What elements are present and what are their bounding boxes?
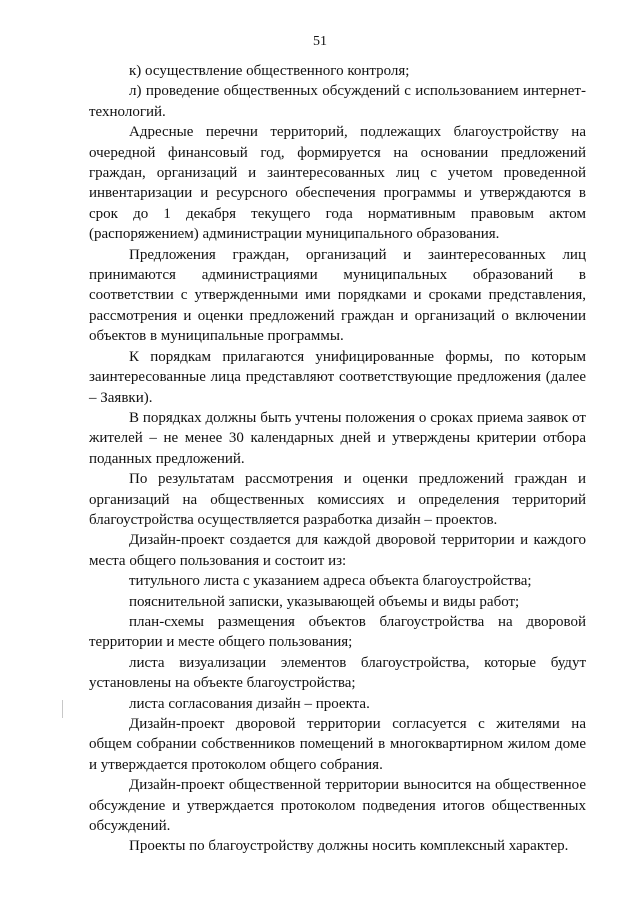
- list-item-approval-sheet: листа согласования дизайн – проекта.: [129, 695, 370, 712]
- paragraph-review-results: По результатам рассмотрения и оценки предложений граждан и организаций на общественных комиссиях и определения территорий благоустройства осуществляется разработка дизайн – проектов.: [89, 471, 586, 528]
- paragraph-forms: К порядкам прилагаются унифицированные формы, по которым заинтересованные лица представляют соответствующие предложения (далее – Заявки).: [89, 348, 586, 406]
- page-number: 51: [313, 34, 327, 49]
- paragraph-deadlines: В порядках должны быть учтены положения о сроках приема заявок от жителей – не менее 30 календарных дней и утверждены критерии отбора поданных предложений.: [89, 409, 586, 467]
- list-item-l: л) проведение общественных обсуждений с использованием интернет-технологий.: [89, 83, 586, 120]
- paragraph-address-lists: Адресные перечни территорий, подлежащих благоустройству на очередной финансовый год, формируется на основании предложений граждан, организаций и заинтересованных лиц с учетом проведенной инвентаризации и ресурсного обеспечения программы и утверждаются в срок до 1 декабря текущего года нормативным правовым актом (распоряжением) администрации муниципального образования.: [89, 124, 586, 243]
- list-item-explanatory-note: пояснительной записки, указывающей объемы и виды работ;: [129, 593, 520, 610]
- list-item-title-sheet: титульного листа с указанием адреса объекта благоустройства;: [129, 573, 532, 590]
- list-item-k: к) осуществление общественного контроля;: [129, 63, 410, 79]
- paragraph-design-project: Дизайн-проект создается для каждой дворовой территории и каждого места общего пользования и состоит из:: [89, 532, 586, 569]
- list-item-site-plan: план-схемы размещения объектов благоустройства на дворовой территории и месте общего пользования;: [89, 613, 586, 651]
- paragraph-complex-character: Проекты по благоустройству должны носить комплексный характер.: [129, 838, 569, 855]
- document-body: [89, 61, 586, 857]
- scan-margin-mark: [62, 700, 63, 718]
- paragraph-proposals: Предложения граждан, организаций и заинтересованных лиц принимаются администрациями муниципальных образований в соответствии с утвержденными ими порядками и сроками представления, рассмотрения и оценки предложений граждан и организаций о включении объектов в муниципальные программы.: [89, 246, 586, 345]
- paragraph-yard-approval: Дизайн-проект дворовой территории согласуется с жителями на общем собрании собственников помещений в многоквартирном жилом доме и утверждается протоколом общего собрания.: [89, 716, 586, 773]
- paragraph-public-territory: Дизайн-проект общественной территории выносится на общественное обсуждение и утверждается протоколом подведения итогов общественных обсуждений.: [89, 777, 586, 835]
- list-item-visualization: листа визуализации элементов благоустройства, которые будут установлены на объекте благоустройства;: [89, 654, 586, 692]
